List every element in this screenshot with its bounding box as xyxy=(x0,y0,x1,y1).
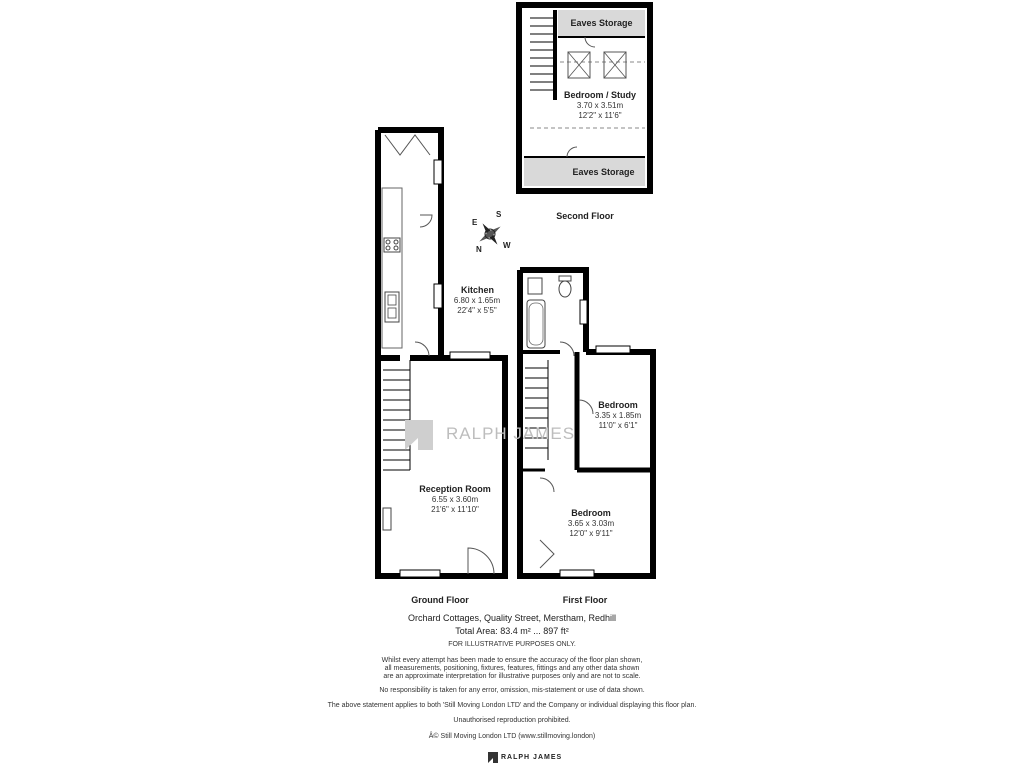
ground-floor-stairs xyxy=(383,360,410,470)
compass-n: N xyxy=(476,245,482,254)
bedroom-window-bottom xyxy=(560,570,594,577)
door-swing xyxy=(560,342,574,356)
door-swing xyxy=(540,478,554,492)
second-floor-title: Second Floor xyxy=(556,211,614,221)
bedroom-large-metric: 3.65 x 3.03m xyxy=(567,519,615,528)
kitchen-imperial: 22'4" x 5'5" xyxy=(457,306,497,315)
fireplace-icon xyxy=(383,508,391,530)
wardrobe-icon xyxy=(540,540,554,568)
unauthorised-note: Unauthorised reproduction prohibited. xyxy=(453,717,571,724)
eaves-storage-top-label: Eaves Storage xyxy=(570,18,633,28)
bedroom-large-label: Bedroom xyxy=(571,508,611,518)
toilet-icon xyxy=(559,281,571,297)
reception-room-metric: 6.55 x 3.60m xyxy=(431,495,479,504)
illustrative-note: FOR ILLUSTRATIVE PURPOSES ONLY. xyxy=(448,641,576,648)
kitchen-worktop xyxy=(382,188,402,348)
front-door-swing xyxy=(468,548,494,574)
bedroom-study-metric: 3.70 x 3.51m xyxy=(576,101,624,110)
door-swing xyxy=(420,215,432,227)
brand-logo-icon xyxy=(488,752,498,763)
bedroom-small-metric: 3.35 x 1.85m xyxy=(594,411,642,420)
compass-e: E xyxy=(472,218,478,227)
reception-window-bottom xyxy=(400,570,440,577)
bedroom-small-imperial: 11'0" x 6'1" xyxy=(598,421,638,430)
eaves-storage-bottom-label: Eaves Storage xyxy=(572,167,635,177)
reception-room-imperial: 21'6" x 11'10" xyxy=(431,505,479,514)
bedroom-large-imperial: 12'0" x 9'11" xyxy=(569,529,613,538)
compass-w: W xyxy=(503,241,511,250)
reception-window-top xyxy=(450,352,490,359)
bedroom-study-label: Bedroom / Study xyxy=(563,90,636,100)
reception-walls xyxy=(378,358,505,576)
watermark-text: RALPH JAMES xyxy=(446,424,576,443)
kitchen-window-mid xyxy=(434,284,442,308)
kitchen-window-top xyxy=(434,160,442,184)
basin-icon xyxy=(528,278,542,294)
bedroom-study-imperial: 12'2" x 11'6" xyxy=(578,111,622,120)
copyright-note: Â© Still Moving London LTD (www.stillmoving.london) xyxy=(428,733,596,740)
sink-icon xyxy=(385,292,399,322)
first-floor-title: First Floor xyxy=(562,595,608,605)
cupboard-doors xyxy=(385,135,430,155)
total-area: Total Area: 83.4 m² ... 897 ft² xyxy=(455,626,569,636)
watermark-logo-icon xyxy=(405,420,433,450)
bedroom-small-label: Bedroom xyxy=(598,400,638,410)
responsibility-note: No responsibility is taken for any error, omission, mis-statement or use of data shown. xyxy=(379,687,645,694)
disclaimer-line-2: all measurements, positioning, fixtures, features, fittings and any other data shown xyxy=(384,665,640,672)
disclaimer-line-3: are an approximate interpretation for illustrative purposes only and are not to scale. xyxy=(383,673,641,680)
address: Orchard Cottages, Quality Street, Merstham, Redhill xyxy=(407,613,617,623)
first-floor-stairs xyxy=(525,360,548,460)
bedroom-window-top xyxy=(596,346,630,353)
ground-floor-title: Ground Floor xyxy=(411,595,469,605)
reception-room-label: Reception Room xyxy=(419,484,491,494)
footer-brand: RALPH JAMES xyxy=(501,754,563,761)
kitchen-metric: 6.80 x 1.65m xyxy=(453,296,501,305)
door-swing xyxy=(415,342,429,356)
bathroom-window xyxy=(580,300,587,324)
disclaimer-line-1: Whilst every attempt has been made to ensure the accuracy of the floor plan shown, xyxy=(381,657,643,664)
statement-note: The above statement applies to both 'Still Moving London LTD' and the Company or individual displaying this floor plan. xyxy=(327,702,697,709)
kitchen-label: Kitchen xyxy=(460,285,494,295)
bath-icon xyxy=(527,300,545,348)
compass-s: S xyxy=(496,210,502,219)
